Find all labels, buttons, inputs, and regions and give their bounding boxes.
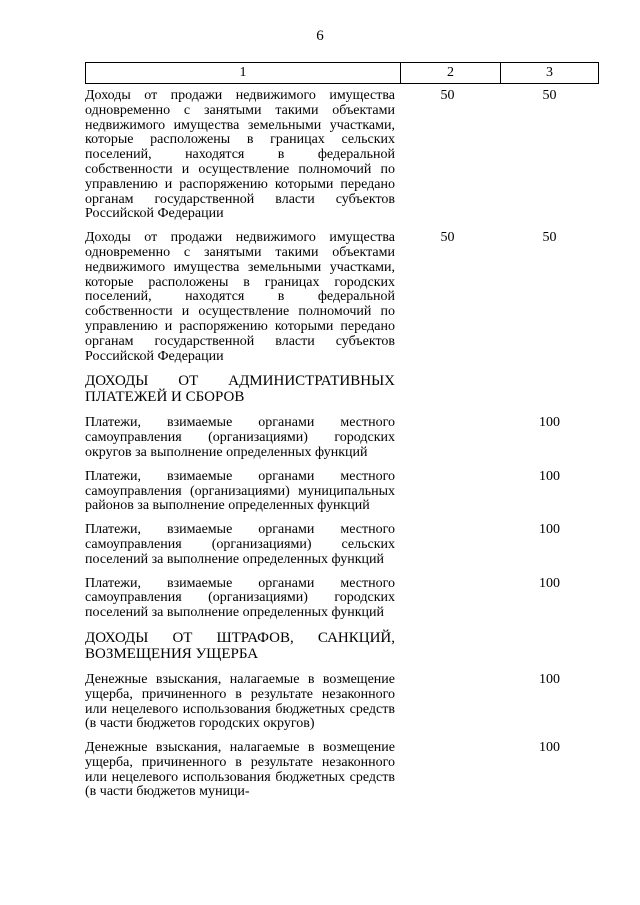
column-header-2: 2 bbox=[401, 63, 501, 83]
section-heading: ДОХОДЫ ОТ АДМИНИСТРАТИВНЫХ ПЛАТЕЖЕЙ И СБОРОВ bbox=[85, 373, 395, 406]
row-value-col3: 100 bbox=[539, 468, 560, 484]
row-description: Платежи, взимаемые органами местного самоуправления (организациями) сельских поселений за выполнение определенных функций bbox=[85, 522, 395, 567]
row-value-col3: 100 bbox=[539, 522, 560, 538]
page-number: 6 bbox=[316, 28, 324, 44]
row-value-col3: 50 bbox=[542, 88, 557, 103]
row-value-col3: 100 bbox=[539, 575, 560, 591]
row-description: Платежи, взимаемые органами местного самоуправления (организациями) городских округов за выполнение определенных функций bbox=[85, 415, 395, 460]
column-header-1: 1 bbox=[86, 63, 401, 83]
table-row bbox=[85, 416, 599, 460]
table-row bbox=[85, 523, 599, 567]
table-row bbox=[85, 231, 599, 364]
column-header-3: 3 bbox=[546, 65, 553, 80]
section-heading-row bbox=[85, 630, 599, 662]
row-description: Доходы от продажи недвижимого имущества одновременно с занятыми такими объектами недвижимого имущества земельными участками, которые расположены в границах городских поселений, находятся в федеральной собственности и осуществление полномочий по управлению и распоряжению которыми передано органам государственной власти субъектов Российской Федерации bbox=[85, 230, 395, 364]
section-heading-row bbox=[85, 373, 599, 405]
table-row bbox=[85, 470, 599, 514]
row-description: Платежи, взимаемые органами местного самоуправления (организациями) муниципальных районов за выполнение определенных функций bbox=[85, 468, 395, 514]
row-description: Денежные взыскания, налагаемые в возмещение ущерба, причиненного в результате незаконного или нецелевого использования бюджетных средств (в части бюджетов городских округов) bbox=[85, 671, 395, 732]
row-value-col2: 50 bbox=[440, 230, 455, 246]
row-value-col3: 100 bbox=[539, 671, 560, 687]
row-value-col3: 100 bbox=[539, 740, 560, 756]
table-row bbox=[85, 673, 599, 732]
row-description: Платежи, взимаемые органами местного самоуправления (организациями) городских поселений за выполнение определенных функций bbox=[85, 575, 395, 621]
row-description: Денежные взыскания, налагаемые в возмещение ущерба, причиненного в результате незаконного или нецелевого использования бюджетных средств (в части бюджетов муници- bbox=[85, 740, 395, 800]
row-value-col2: 50 bbox=[440, 88, 455, 103]
table-row bbox=[85, 741, 599, 800]
table-body bbox=[85, 89, 599, 809]
table-header bbox=[85, 62, 599, 84]
table-row bbox=[85, 577, 599, 621]
table-row bbox=[85, 89, 599, 222]
row-description: Доходы от продажи недвижимого имущества одновременно с занятыми такими объектами недвижимого имущества земельными участками, которые расположены в границах сельских поселений, находятся в федеральной собственности и осуществление полномочий по управлению и распоряжению которыми передано органам государственной власти субъектов Российской Федерации bbox=[85, 88, 395, 222]
row-value-col3: 100 bbox=[539, 415, 560, 431]
section-heading: ДОХОДЫ ОТ ШТРАФОВ, САНКЦИЙ, ВОЗМЕЩЕНИЯ УЩЕРБА bbox=[85, 629, 395, 662]
row-value-col3: 50 bbox=[542, 230, 557, 246]
